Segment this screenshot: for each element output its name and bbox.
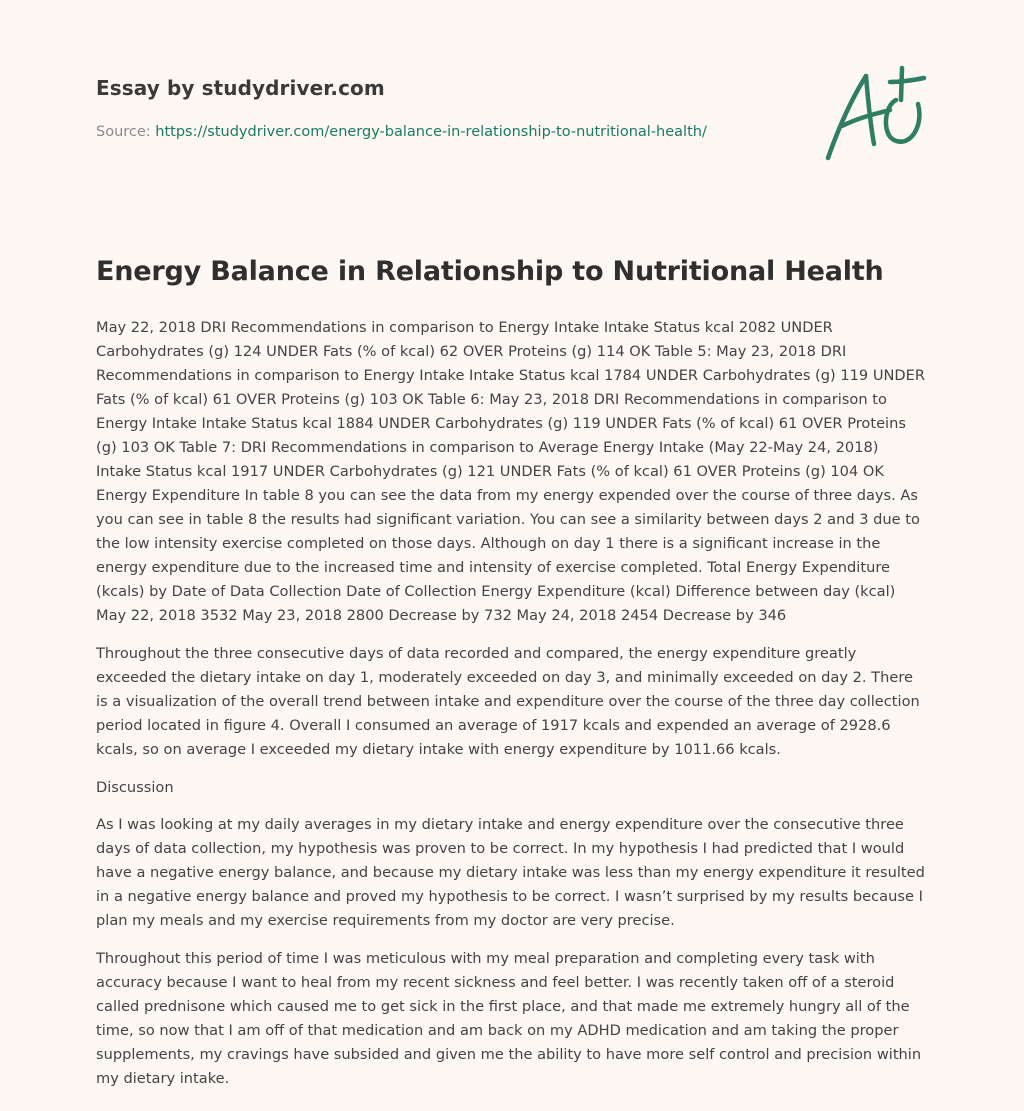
- site-brand: Essay by studydriver.com: [96, 76, 385, 100]
- paragraph: Throughout the three consecutive days of data recorded and compared, the energy expenditure greatly exceeded the dietary intake on day 1, moderately exceeded on day 3, and minimally exceeded on day 2. There is a visualization of the overall trend between intake and expenditure over the course of the three day collection period located in figure 4. Overall I consumed an average of 1917 kcals and expended an average of 2928.6 kcals, so on average I exceeded my dietary intake with energy expenditure by 1011.66 kcals.: [96, 645, 920, 758]
- paragraph: Throughout this period of time I was meticulous with my meal preparation and completing every task with accuracy because I want to heal from my recent sickness and feel better. I was recently taken off of a steroid called prednisone which caused me to get sick in the first place, and that made me extremely hungry all of the time, so now that I am off of that medication and am back on my ADHD medication and am taking the proper supplements, my cravings have subsided and given me the ability to have more self control and precision within my dietary intake.: [96, 950, 922, 1087]
- essay-body: [96, 316, 928, 1105]
- source-label: Source:: [96, 124, 151, 140]
- source-link[interactable]: https://studydriver.com/energy-balance-in-relationship-to-nutritional-health/: [155, 124, 707, 140]
- essay-title: Energy Balance in Relationship to Nutritional Health: [96, 256, 884, 287]
- paragraph: May 22, 2018 DRI Recommendations in comparison to Energy Intake Intake Status kcal 2082 UNDER Carbohydrates (g) 124 UNDER Fats (% of kcal) 62 OVER Proteins (g) 114 OK Table 5: May 23, 2018 DRI Recommendations in comparison to Energy Intake Intake Status kcal 1784 UNDER Carbohydrates (g) 119 UNDER Fats (% of kcal) 61 OVER Proteins (g) 103 OK Table 6: May 23, 2018 DRI Recommendations in comparison to Energy Intake Intake Status kcal 1884 UNDER Carbohydrates (g) 119 UNDER Fats (% of kcal) 61 OVER Proteins (g) 103 OK Table 7: DRI Recommendations in comparison to Average Energy Intake (May 22-May 24, 2018) Intake Status kcal 1917 UNDER Carbohydrates (g) 121 UNDER Fats (% of kcal) 61 OVER Proteins (g) 104 OK Energy Expenditure In table 8 you can see the data from my energy expended over the course of three days. As you can see in table 8 the results had significant variation. You can see a similarity between days 2 and 3 due to the low intensity exercise completed on those days. Although on day 1 there is a significant increase in the energy expenditure due to the increased time and intensity of exercise completed. Total Energy Expenditure (kcals) by Date of Data Collection Date of Collection Energy Expenditure (kcal) Difference between day (kcal) May 22, 2018 3532 May 23, 2018 2800 Decrease by 732 May 24, 2018 2454 Decrease by 346: [96, 319, 926, 624]
- paragraph: As I was looking at my daily averages in my dietary intake and energy expenditure over the consecutive three days of data collection, my hypothesis was proven to be correct. In my hypothesis I had predicted that I would have a negative energy balance, and because my dietary intake was less than my energy expenditure it resulted in a negative energy balance and proved my hypothesis to be correct. I wasn’t surprised by my results because I plan my meals and my exercise requirements from my doctor are very precise.: [96, 816, 925, 929]
- discussion-heading: Discussion: [96, 779, 174, 796]
- a-plus-logo-icon: [818, 64, 930, 164]
- source-line: [96, 124, 707, 140]
